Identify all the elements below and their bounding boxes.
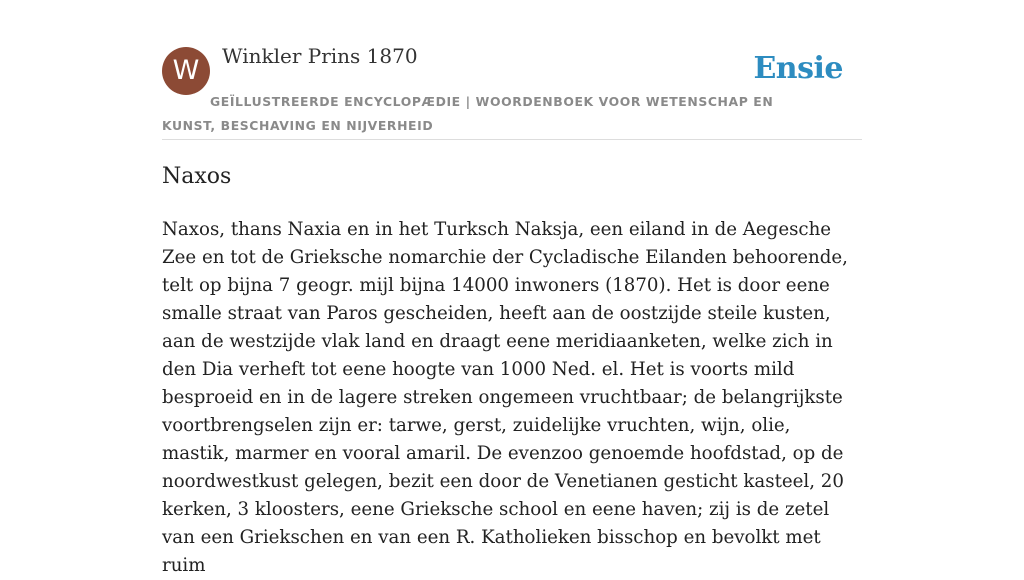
brand-logo[interactable]: Ensie (753, 51, 843, 86)
source-subtitle: GEÏLLUSTREERDE ENCYCLOPÆDIE | WOORDENBOEK VOOR WETENSCHAP EN KUNST, BESCHAVING EN NIJVERHEID (162, 94, 774, 133)
source-title[interactable]: Winkler Prins 1870 (222, 44, 418, 68)
article-body: Naxos, thans Naxia en in het Turksch Naksja, een eiland in de Aegesche Zee en tot de Grieksche nomarchie der Cycladische Eilanden behoorende, telt op bijna 7 geogr. mijl bijna 14000 inwoners (1870). Het is door eene smalle straat van Paros gescheiden, heeft aan de oostzijde steile kusten, aan de westzijde vlak land en draagt eene meridiaanketen, welke zich in den Dia verheft tot eene hoogte van 1000 Ned. el. Het is voorts mild besproeid en in de lagere streken ongemeen vruchtbaar; de belangrijkste voortbrengselen zijn er: tarwe, gerst, zuidelijke vruchten, wijn, olie, mastik, marmer en vooral amaril. De evenzoo genoemde hoofdstad, op de noordwestkust gelegen, bezit een door de Venetianen gesticht kasteel, 20 kerken, 3 kloosters, eene Grieksche school en eene haven; zij is de zetel van een Griekschen en van een R. Katholieken bisschop en bevolkt met ruim (162, 219, 848, 576)
article-title: Naxos (162, 164, 232, 189)
avatar[interactable]: W (162, 47, 210, 95)
divider (162, 139, 862, 140)
